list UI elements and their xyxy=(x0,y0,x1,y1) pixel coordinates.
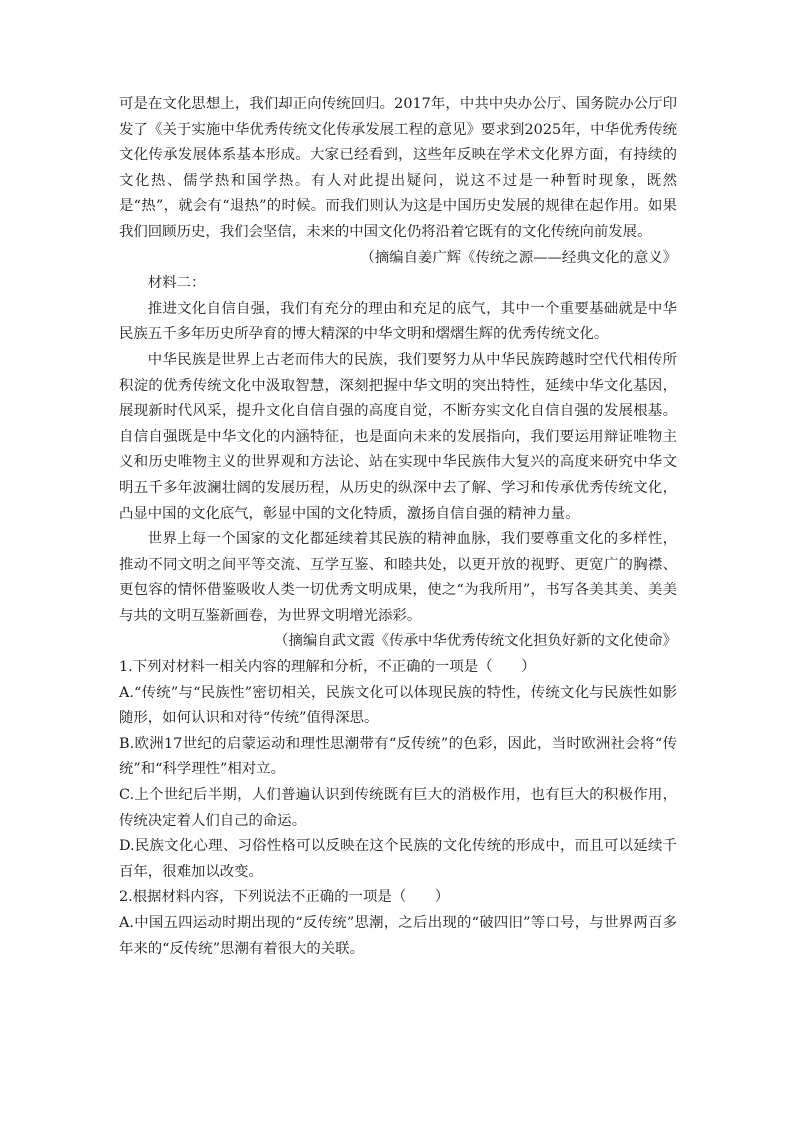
question-1-option-a: A.“传统”与“民族性”密切相关，民族文化可以体现民族的特性，传统文化与民族性如影随形，如何认识和对待“传统”值得深思。 xyxy=(119,684,677,727)
material1-source: （摘编自姜广辉《传统之源——经典文化的意义》 xyxy=(360,249,677,266)
material2-paragraph: 推进文化自信自强，我们有充分的理由和充足的底气，其中一个重要基础就是中华民族五千多年历史所孕育的博大精深的中华文明和熠熠生辉的优秀传统文化。 xyxy=(119,300,677,343)
question-1-option-d: D.民族文化心理、习俗性格可以反映在这个民族的文化传统的形成中，而且可以延续千百年，很难加以改变。 xyxy=(119,838,677,880)
question-1-option-b: B.欧洲17世纪的启蒙运动和理性思潮带有“反传统”的色彩，因此，当时欧洲社会将“传统”和“科学理性”相对立。 xyxy=(119,735,677,778)
material2-label: 材料二： xyxy=(147,275,206,292)
document-body xyxy=(119,92,677,962)
material2-source: （摘编自武文霞《传承中华优秀传统文化担负好新的文化使命》 xyxy=(274,633,677,650)
material1-paragraph-tail: 可是在文化思想上，我们却正向传统回归。2017年，中共中央办公厅、国务院办公厅印发了《关于实施中华优秀传统文化传承发展工程的意见》要求到2025年，中华优秀传统文化传承发展体系基本形成。大家已经看到，这些年反映在学术文化界方面，有持续的文化热、儒学热和国学热。有人对此提出疑问，说这不过是一种暂时现象，既然是“热”，就会有“退热”的时候。而我们则认为这是中国历史发展的规律在起作用。如果我们回顾历史，我们会坚信，未来的中国文化仍将沿着它既有的文化传统向前发展。 xyxy=(119,96,677,240)
question-2-stem: 2.根据材料内容，下列说法不正确的一项是（ ） xyxy=(119,889,450,906)
question-2-option-a: A.中国五四运动时期出现的“反传统”思潮，之后出现的“破四旧”等口号，与世界两百多年来的“反传统”思潮有着很大的关联。 xyxy=(119,915,677,957)
material2-paragraph: 中华民族是世界上古老而伟大的民族，我们要努力从中华民族跨越时空代代相传所积淀的优秀传统文化中汲取智慧，深刻把握中华文明的突出特性，延续中华文化基因，展现新时代风采，提升文化自信自强的高度自觉，不断夯实文化自信自强的发展根基。自信自强既是中华文化的内涵特征，也是面向未来的发展指向，我们要运用辩证唯物主义和历史唯物主义的世界观和方法论、站在实现中华民族伟大复兴的高度来研究中华文明五千多年波澜壮阔的发展历程，从历史的纵深中去了解、学习和传承优秀传统文化，凸显中国的文化底气，彰显中国的文化特质，激扬自信自强的精神力量。 xyxy=(119,351,677,522)
material2-paragraph: 世界上每一个国家的文化都延续着其民族的精神血脉，我们要尊重文化的多样性，推动不同文明之间平等交流、互学互鉴、和睦共处，以更开放的视野、更宽广的胸襟、更包容的情怀借鉴吸收人类一切优秀文明成果，使之“为我所用”，书写各美其美、美美与共的文明互鉴新画卷，为世界文明增光添彩。 xyxy=(119,531,677,624)
question-1-stem: 1.下列对材料一相关内容的理解和分析，不正确的一项是（ ） xyxy=(119,659,536,676)
question-1-option-c: C.上个世纪后半期，人们普遍认识到传统既有巨大的消极作用，也有巨大的积极作用，传统决定着人们自己的命运。 xyxy=(119,787,677,829)
